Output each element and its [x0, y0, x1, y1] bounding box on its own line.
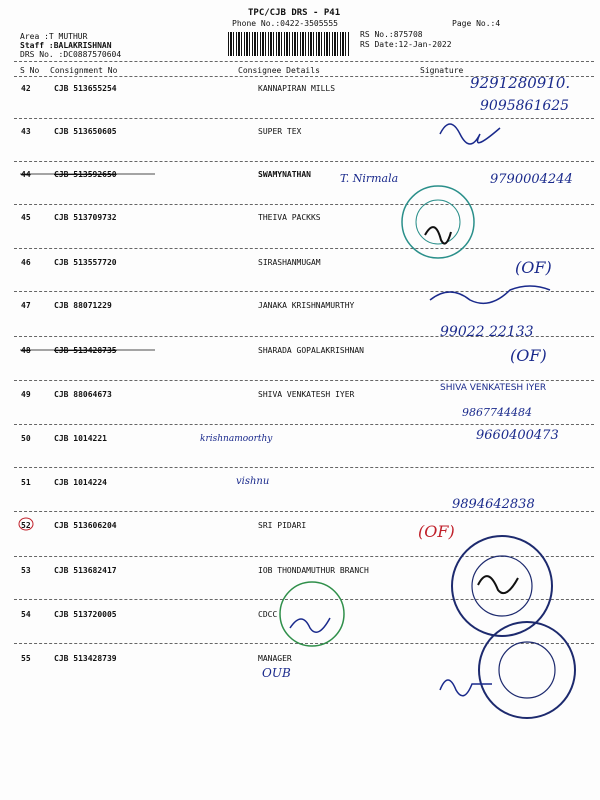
- row-consignment: CJB 1014221: [54, 434, 107, 443]
- handwritten-note: (OF): [418, 522, 455, 541]
- row-consignment: CJB 88064673: [54, 390, 112, 399]
- row-consignee: THEIVA PACKKS: [258, 213, 321, 222]
- handwritten-phone: 99022 22133: [440, 324, 534, 340]
- handwritten-phone: 9291280910.: [470, 74, 571, 92]
- row-consignee: SIRASHANMUGAM: [258, 258, 321, 267]
- row-consignment: CJB 513655254: [54, 84, 117, 93]
- company-stamp: [402, 186, 474, 258]
- row-consignment: CJB 513606204: [54, 521, 117, 530]
- row-sno: 42: [21, 84, 31, 93]
- col-sno: S No: [20, 66, 40, 75]
- handwritten-phone: 9894642838: [452, 497, 535, 512]
- handwritten-name: SHIVA VENKATESH IYER: [440, 383, 547, 393]
- row-consignee: MANAGER: [258, 654, 292, 663]
- row-consignment: CJB 1014224: [54, 478, 107, 487]
- signature-scribble: [478, 576, 518, 593]
- row-consignee: CDCC: [258, 610, 278, 619]
- row-consignment: CJB 513709732: [54, 213, 117, 222]
- phone-number: Phone No.:0422-3505555: [232, 19, 338, 28]
- row-consignment: CJB 513650605: [54, 127, 117, 136]
- handwritten-note: (OF): [510, 346, 547, 365]
- col-consignment: Consignment No: [50, 66, 118, 75]
- document-title: TPC/CJB DRS - P41: [248, 8, 341, 18]
- bank-seal-stamp: [452, 536, 552, 636]
- page-number: Page No.:4: [452, 19, 501, 28]
- cdcc-stamp: [280, 582, 344, 646]
- handwritten-phone: 9660400473: [476, 428, 559, 443]
- row-consignment: CJB 513592650: [54, 170, 117, 179]
- row-consignment: CJB 513720005: [54, 610, 117, 619]
- row-consignment: CJB 513557720: [54, 258, 117, 267]
- rs-date: RS Date:12-Jan-2022: [360, 40, 452, 49]
- handwritten-phone: 9095861625: [480, 98, 570, 114]
- row-sno: 51: [21, 478, 31, 487]
- row-consignee: JANAKA KRISHNAMURTHY: [258, 301, 355, 310]
- signature-scribble: [290, 618, 330, 632]
- row-consignee: IOB THONDAMUTHUR BRANCH: [258, 566, 369, 575]
- drs-number: DRS No. :DC0887570604: [20, 50, 122, 59]
- row-sno: 49: [21, 390, 31, 399]
- rs-number: RS No.:875708: [360, 30, 423, 39]
- row-consignee: SHIVA VENKATESH IYER: [258, 390, 355, 399]
- row-consignment: CJB 513428739: [54, 654, 117, 663]
- row-sno: 43: [21, 127, 31, 136]
- row-sno: 53: [21, 566, 31, 575]
- row-consignee: KANNAPIRAN MILLS: [258, 84, 336, 93]
- union-bank-seal: [479, 622, 575, 718]
- handwritten-note: (OF): [515, 258, 552, 277]
- row-consignee: SHARADA GOPALAKRISHNAN: [258, 346, 364, 355]
- area-label: Area :T MUTHUR: [20, 32, 88, 41]
- signature-scribble: [425, 227, 451, 243]
- row-sno: 54: [21, 610, 31, 619]
- row-consignment: CJB 513682417: [54, 566, 117, 575]
- row-sno: 55: [21, 654, 31, 663]
- row-consignee: SWAMYNATHAN: [258, 170, 311, 179]
- handwritten-phone: 9790004244: [490, 172, 573, 187]
- row-sno: 50: [21, 434, 31, 443]
- handwritten-name: T. Nirmala: [340, 172, 399, 185]
- row-sno: 46: [21, 258, 31, 267]
- row-sno: 52: [21, 521, 31, 530]
- handwritten-note: OUB: [262, 666, 291, 680]
- col-consignee: Consignee Details: [238, 66, 320, 75]
- row-sno: 48: [21, 346, 31, 355]
- handwritten-name: krishnamoorthy: [200, 434, 273, 444]
- row-consignment: CJB 513428735: [54, 346, 117, 355]
- row-consignee: SRI PIDARI: [258, 521, 307, 530]
- col-signature: Signature: [420, 66, 464, 75]
- row-sno: 44: [21, 170, 31, 179]
- row-consignment: CJB 88071229: [54, 301, 112, 310]
- row-sno: 47: [21, 301, 31, 310]
- handwritten-phone: 9867744484: [462, 406, 532, 419]
- row-sno: 45: [21, 213, 31, 222]
- handwritten-name: vishnu: [236, 476, 270, 487]
- signature-scribble: [440, 124, 500, 144]
- signature-scribble: [430, 286, 550, 303]
- staff-label: Staff :BALAKRISHNAN: [20, 41, 112, 50]
- red-circle-mark: [19, 518, 33, 530]
- row-consignee: SUPER TEX: [258, 127, 302, 136]
